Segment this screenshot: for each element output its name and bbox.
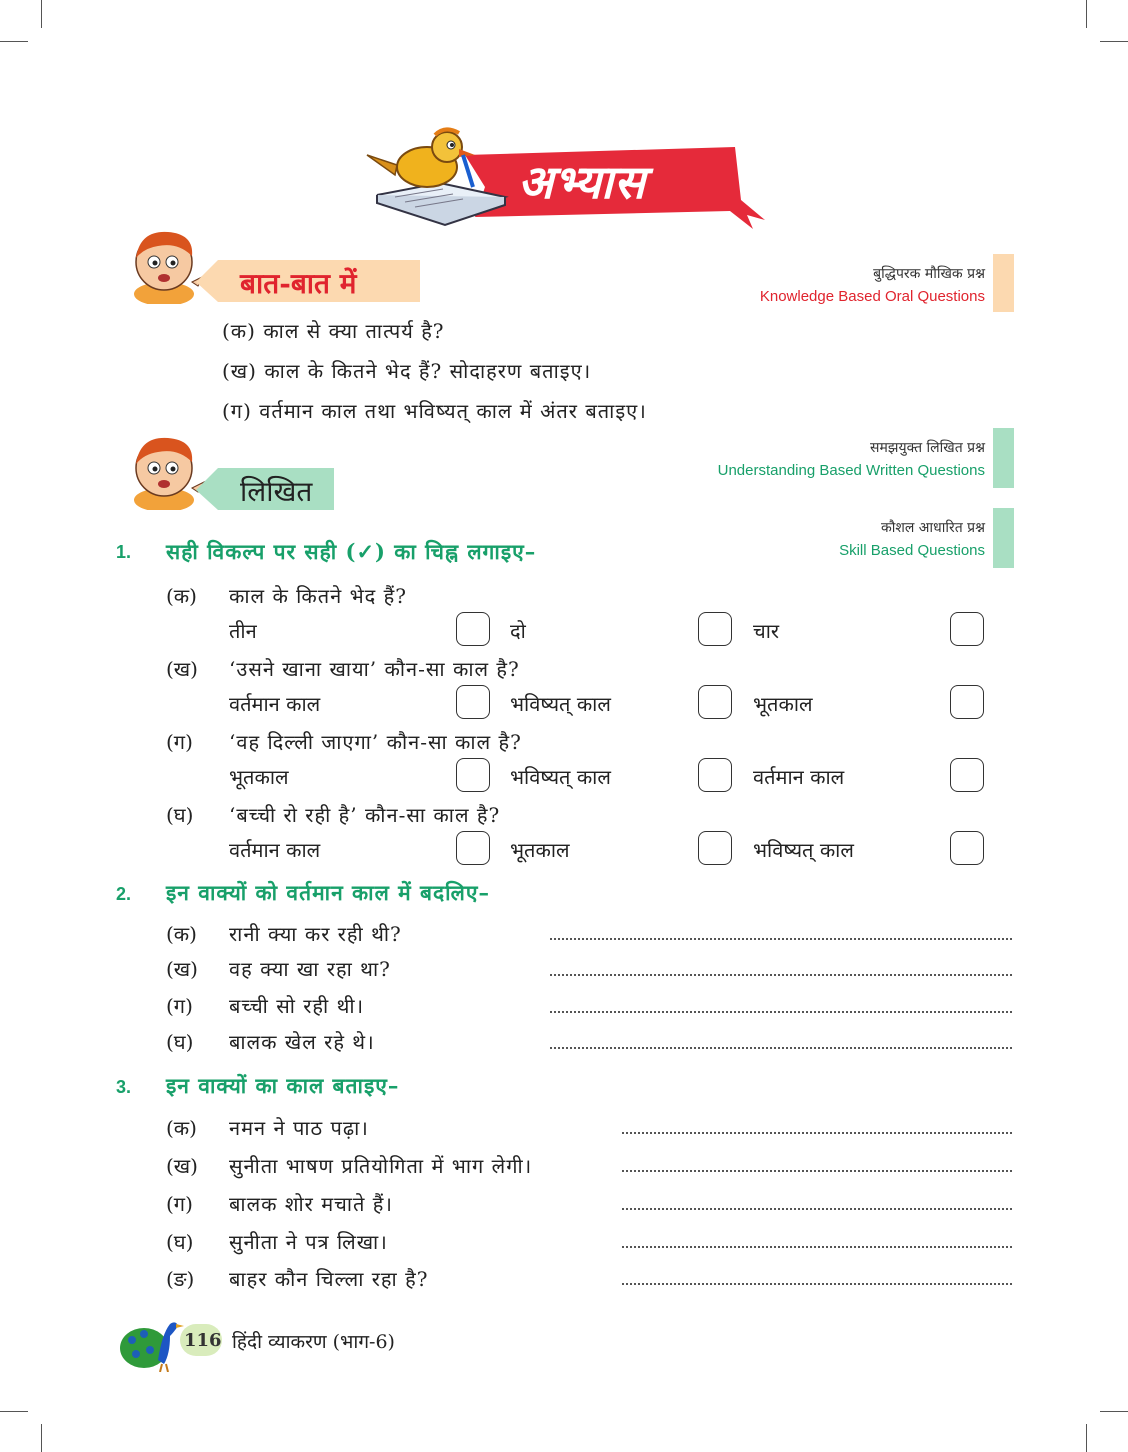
book-title: हिंदी व्याकरण (भाग-6) [232, 1331, 395, 1353]
written-tag-hindi: समझयुक्त लिखित प्रश्न [870, 440, 985, 456]
option-checkbox[interactable] [698, 831, 732, 865]
crop-mark [0, 1411, 28, 1412]
answer-line[interactable] [622, 1208, 1012, 1210]
item-sentence: रानी क्या कर रही थी? [229, 922, 402, 946]
skill-tag-bar [993, 508, 1014, 568]
option-checkbox[interactable] [950, 612, 984, 646]
question-title: इन वाक्यों को वर्तमान काल में बदलिए– [166, 880, 490, 905]
skill-tag-english: Skill Based Questions [839, 542, 985, 559]
peacock-icon [118, 1310, 188, 1372]
oral-tag-english: Knowledge Based Oral Questions [759, 288, 985, 305]
item-label: (क) [166, 1116, 197, 1140]
option-checkbox[interactable] [950, 831, 984, 865]
answer-line[interactable] [550, 1047, 1012, 1049]
item-label: (ङ) [166, 1267, 195, 1291]
item-label: (क) [166, 922, 197, 946]
oral-question: (क) काल से क्या तात्पर्य है? [222, 319, 445, 343]
crop-mark [41, 1424, 42, 1452]
option-checkbox[interactable] [698, 685, 732, 719]
skill-tag-hindi: कौशल आधारित प्रश्न [880, 520, 985, 536]
item-label: (घ) [166, 803, 194, 827]
item-question: काल के कितने भेद हैं? [229, 584, 407, 608]
item-sentence: वह क्या खा रहा था? [229, 957, 391, 981]
answer-line[interactable] [622, 1283, 1012, 1285]
option-checkbox[interactable] [698, 758, 732, 792]
option-label: भविष्यत् काल [510, 765, 611, 789]
question-number: 2. [116, 884, 132, 904]
option-label: भूतकाल [510, 838, 570, 862]
written-tag-english: Understanding Based Written Questions [717, 462, 985, 479]
item-question: ‘उसने खाना खाया’ कौन-सा काल है? [229, 657, 520, 681]
crop-mark [41, 0, 42, 28]
option-label: भविष्यत् काल [753, 838, 854, 862]
answer-line[interactable] [622, 1170, 1012, 1172]
option-label: चार [753, 619, 780, 643]
crop-mark [0, 41, 28, 42]
option-label: वर्तमान काल [753, 765, 845, 789]
option-label: भूतकाल [753, 692, 813, 716]
crop-mark [1086, 1424, 1087, 1452]
answer-line[interactable] [622, 1132, 1012, 1134]
item-label: (घ) [166, 1030, 194, 1054]
option-checkbox[interactable] [456, 612, 490, 646]
oral-section-label: बात-बात में [240, 267, 357, 300]
item-question: ‘वह दिल्ली जाएगा’ कौन-सा काल है? [229, 730, 522, 754]
option-checkbox[interactable] [950, 758, 984, 792]
crop-mark [1100, 1411, 1128, 1412]
crop-mark [1100, 41, 1128, 42]
crop-mark [1086, 0, 1087, 28]
question-title: इन वाक्यों का काल बताइए– [166, 1073, 400, 1098]
item-sentence: बालक शोर मचाते हैं। [229, 1192, 393, 1216]
item-sentence: बच्ची सो रही थी। [229, 994, 365, 1018]
option-label: भूतकाल [229, 765, 289, 789]
answer-line[interactable] [550, 938, 1012, 940]
option-label: भविष्यत् काल [510, 692, 611, 716]
item-label: (ख) [166, 657, 198, 681]
option-checkbox[interactable] [698, 612, 732, 646]
option-checkbox[interactable] [456, 831, 490, 865]
item-label: (घ) [166, 1230, 194, 1254]
item-question: ‘बच्ची रो रही है’ कौन-सा काल है? [229, 803, 501, 827]
option-label: वर्तमान काल [229, 692, 321, 716]
item-sentence: बाहर कौन चिल्ला रहा है? [229, 1267, 429, 1291]
item-label: (ख) [166, 957, 198, 981]
item-sentence: सुनीता ने पत्र लिखा। [229, 1230, 388, 1254]
answer-line[interactable] [550, 974, 1012, 976]
item-label: (ग) [166, 730, 193, 754]
option-checkbox[interactable] [456, 758, 490, 792]
item-sentence: नमन ने पाठ पढ़ा। [229, 1116, 369, 1140]
question-number: 1. [116, 542, 132, 562]
oral-question: (ग) वर्तमान काल तथा भविष्यत् काल में अंतर बताइए। [222, 399, 647, 423]
question-number: 3. [116, 1077, 132, 1097]
item-label: (क) [166, 584, 197, 608]
item-label: (ख) [166, 1154, 198, 1178]
option-checkbox[interactable] [456, 685, 490, 719]
option-checkbox[interactable] [950, 685, 984, 719]
oral-tag-hindi: बुद्धिपरक मौखिक प्रश्न [873, 266, 985, 282]
option-label: दो [510, 619, 526, 643]
item-label: (ग) [166, 994, 193, 1018]
written-tag-bar [993, 428, 1014, 488]
written-section-label: लिखित [240, 475, 313, 508]
item-sentence: सुनीता भाषण प्रतियोगिता में भाग लेगी। [229, 1154, 533, 1178]
question-title: सही विकल्प पर सही (✓) का चिह्न लगाइए– [166, 539, 537, 564]
option-label: तीन [229, 619, 257, 643]
answer-line[interactable] [550, 1011, 1012, 1013]
answer-line[interactable] [622, 1246, 1012, 1248]
oral-question: (ख) काल के कितने भेद हैं? सोदाहरण बताइए। [222, 359, 592, 383]
item-label: (ग) [166, 1192, 193, 1216]
option-label: वर्तमान काल [229, 838, 321, 862]
page-number: 116 [184, 1330, 222, 1351]
banner-title: अभ्यास [518, 155, 646, 209]
oral-tag-bar [993, 254, 1014, 312]
item-sentence: बालक खेल रहे थे। [229, 1030, 375, 1054]
